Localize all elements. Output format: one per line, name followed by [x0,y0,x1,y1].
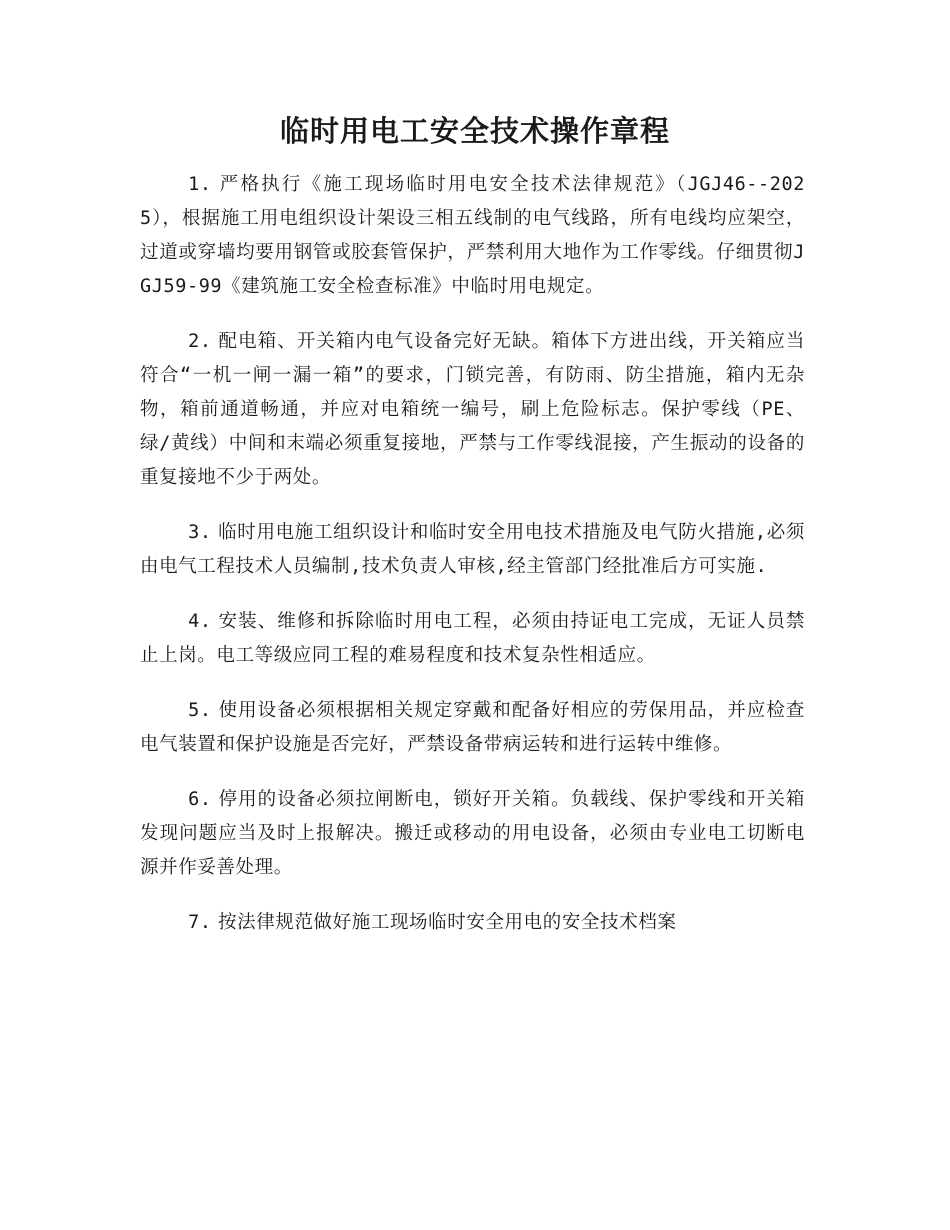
paragraph-3 [140,516,805,584]
paragraph-text: 使用设备必须根据相关规定穿戴和配备好相应的劳保用品，并应检查电气装置和保护设施是否完好，严禁设备带病运转和进行运转中维修。 [140,700,805,755]
paragraph-number: 2. [188,331,212,352]
document-title: 临时用电工安全技术操作章程 [279,114,670,148]
paragraph-1 [140,168,805,304]
paragraph-number: 7. [188,912,212,933]
paragraph-7 [140,906,805,940]
paragraph-6 [140,783,805,885]
paragraph-text: 按法律规范做好施工现场临时安全用电的安全技术档案 [218,912,677,933]
document-body [140,168,805,961]
paragraph-text: 安装、维修和拆除临时用电工程，必须由持证电工完成，无证人员禁止上岗。电工等级应同工程的难易程度和技术复杂性相适应。 [140,611,805,666]
paragraph-4 [140,605,805,673]
paragraph-text: 配电箱、开关箱内电气设备完好无缺。箱体下方进出线，开关箱应当符合“一机一闸一漏一箱”的要求，门锁完善，有防雨、防尘措施，箱内无杂物，箱前通道畅通，并应对电箱统一编号，刷上危险标志。保护零线（PE、绿/黄线）中间和末端必须重复接地，严禁与工作零线混接，产生振动的设备的重复接地不少于两处。 [140,331,805,488]
paragraph-number: 6. [188,789,212,810]
paragraph-number: 4. [188,611,212,632]
paragraph-number: 5. [188,700,212,721]
paragraph-text: 严格执行《施工现场临时用电安全技术法律规范》（JGJ46--2025），根据施工用电组织设计架设三相五线制的电气线路，所有电线均应架空，过道或穿墙均要用钢管或胶套管保护，严禁利用大地作为工作零线。仔细贯彻JGJ59-99《建筑施工安全检查标准》中临时用电规定。 [140,174,805,297]
paragraph-text: 停用的设备必须拉闸断电，锁好开关箱。负载线、保护零线和开关箱发现问题应当及时上报解决。搬迁或移动的用电设备，必须由专业电工切断电源并作妥善处理。 [140,789,805,878]
paragraph-2 [140,325,805,495]
paragraph-text: 临时用电施工组织设计和临时安全用电技术措施及电气防火措施,必须由电气工程技术人员编制,技术负责人审核,经主管部门经批准后方可实施. [140,522,805,577]
paragraph-number: 1. [188,174,212,195]
paragraph-5 [140,694,805,762]
paragraph-number: 3. [188,522,212,543]
